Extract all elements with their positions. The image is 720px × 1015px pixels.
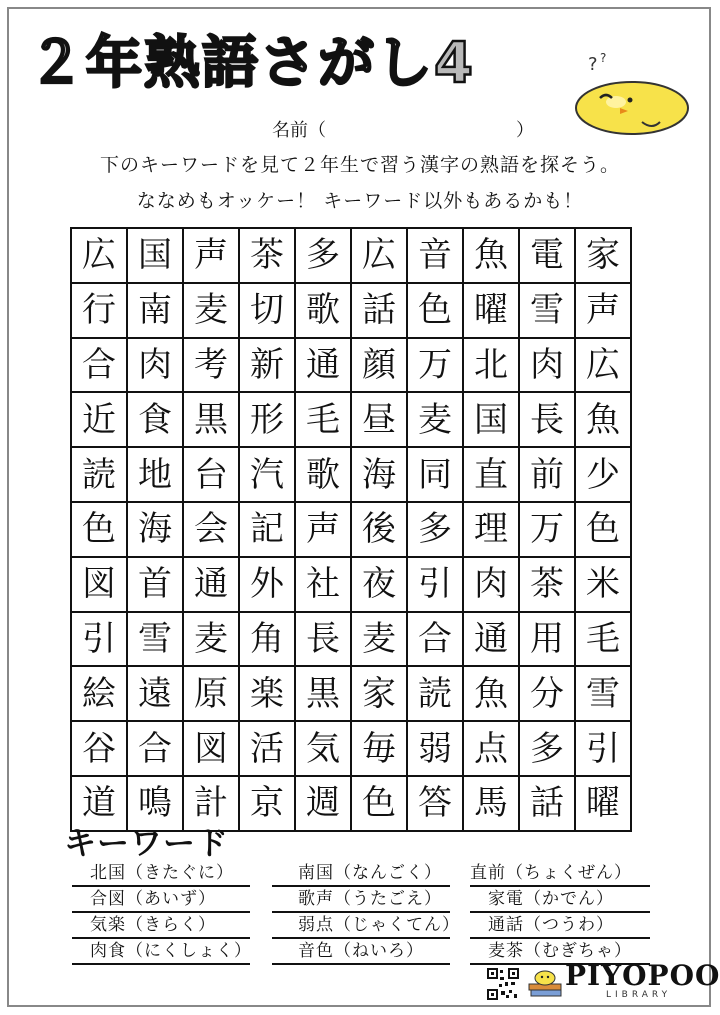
qr-code-icon: [487, 968, 519, 1000]
grid-cell[interactable]: 食: [127, 392, 183, 447]
grid-cell[interactable]: 広: [575, 338, 631, 393]
keyword-item: 歌声（うたごえ）: [298, 889, 442, 909]
books-logo-icon: [527, 964, 563, 998]
grid-cell[interactable]: 弱: [407, 721, 463, 776]
grid-cell[interactable]: 遠: [127, 666, 183, 721]
grid-cell[interactable]: 夜: [351, 557, 407, 612]
grid-cell[interactable]: 気: [295, 721, 351, 776]
grid-cell[interactable]: 少: [575, 447, 631, 502]
grid-cell[interactable]: 用: [519, 612, 575, 667]
keyword-underline: [272, 937, 450, 939]
grid-cell[interactable]: 長: [295, 612, 351, 667]
grid-cell[interactable]: 読: [407, 666, 463, 721]
grid-cell[interactable]: 家: [575, 228, 631, 283]
grid-cell[interactable]: 万: [519, 502, 575, 557]
grid-cell[interactable]: 活: [239, 721, 295, 776]
grid-cell[interactable]: 会: [183, 502, 239, 557]
keyword-item: 通話（つうわ）: [488, 915, 614, 935]
grid-row: [71, 612, 631, 667]
grid-cell[interactable]: 計: [183, 776, 239, 831]
grid-cell[interactable]: 魚: [463, 666, 519, 721]
grid-cell[interactable]: 黒: [183, 392, 239, 447]
grid-cell[interactable]: 絵: [71, 666, 127, 721]
grid-cell[interactable]: 道: [71, 776, 127, 831]
grid-cell[interactable]: 声: [183, 228, 239, 283]
grid-cell[interactable]: 北: [463, 338, 519, 393]
grid-cell[interactable]: 合: [71, 338, 127, 393]
grid-cell[interactable]: 国: [463, 392, 519, 447]
grid-cell[interactable]: 合: [127, 721, 183, 776]
grid-cell[interactable]: 京: [239, 776, 295, 831]
grid-cell[interactable]: 広: [351, 228, 407, 283]
grid-cell[interactable]: 毛: [295, 392, 351, 447]
keyword-item: 肉食（にくしょく）: [90, 941, 252, 961]
name-field[interactable]: [272, 116, 534, 142]
grid-cell[interactable]: 国: [127, 228, 183, 283]
grid-cell[interactable]: 声: [295, 502, 351, 557]
grid-cell[interactable]: 魚: [575, 392, 631, 447]
grid-cell[interactable]: 多: [407, 502, 463, 557]
mascot-chick-icon: [560, 48, 700, 138]
grid-cell[interactable]: 麦: [351, 612, 407, 667]
keyword-item: 直前（ちょくぜん）: [470, 863, 632, 883]
grid-cell[interactable]: 色: [71, 502, 127, 557]
instruction-line-2: ななめもオッケー！ キーワード以外もあるかも！: [136, 190, 584, 212]
grid-cell[interactable]: 肉: [127, 338, 183, 393]
grid-cell[interactable]: 楽: [239, 666, 295, 721]
name-label: 名前（: [272, 120, 326, 141]
grid-cell[interactable]: 広: [71, 228, 127, 283]
grid-cell[interactable]: 電: [519, 228, 575, 283]
brand-logo: PIYOPOO: [565, 959, 720, 992]
grid-cell[interactable]: 話: [351, 283, 407, 338]
grid-cell[interactable]: 通: [295, 338, 351, 393]
svg-text:?: ?: [600, 51, 607, 65]
grid-cell[interactable]: 週: [295, 776, 351, 831]
keyword-underline: [470, 937, 650, 939]
grid-cell[interactable]: 引: [407, 557, 463, 612]
grid-cell[interactable]: 茶: [519, 557, 575, 612]
grid-cell[interactable]: 後: [351, 502, 407, 557]
grid-cell[interactable]: 通: [183, 557, 239, 612]
grid-cell[interactable]: 雪: [575, 666, 631, 721]
keyword-underline: [470, 885, 650, 887]
grid-cell[interactable]: 読: [71, 447, 127, 502]
keyword-item: 北国（きたぐに）: [90, 863, 234, 883]
grid-cell[interactable]: 雪: [127, 612, 183, 667]
grid-cell[interactable]: 原: [183, 666, 239, 721]
grid-cell[interactable]: 合: [407, 612, 463, 667]
grid-cell[interactable]: 角: [239, 612, 295, 667]
grid-cell[interactable]: 図: [183, 721, 239, 776]
grid-row: [71, 338, 631, 393]
keyword-item: 音色（ねいろ）: [298, 941, 424, 961]
grid-row: [71, 283, 631, 338]
grid-row: [71, 392, 631, 447]
keyword-item: 合図（あいず）: [90, 889, 216, 909]
grid-cell[interactable]: 汽: [239, 447, 295, 502]
grid-cell[interactable]: 昼: [351, 392, 407, 447]
grid-cell[interactable]: 肉: [519, 338, 575, 393]
keyword-underline: [470, 911, 650, 913]
grid-cell[interactable]: 海: [127, 502, 183, 557]
grid-cell[interactable]: 台: [183, 447, 239, 502]
grid-row: [71, 447, 631, 502]
grid-cell[interactable]: 前: [519, 447, 575, 502]
keyword-underline: [272, 963, 450, 965]
grid-cell[interactable]: 曜: [463, 283, 519, 338]
svg-text:?: ?: [588, 54, 598, 75]
name-close: ）: [516, 120, 534, 141]
instruction-line-1: 下のキーワードを見て２年生で習う漢字の熟語を探そう。: [99, 154, 620, 176]
grid-cell[interactable]: 肉: [463, 557, 519, 612]
keyword-item: 弱点（じゃくてん）: [298, 915, 460, 935]
grid-cell[interactable]: 鳴: [127, 776, 183, 831]
keyword-item: 南国（なんごく）: [298, 863, 442, 883]
grid-cell[interactable]: 分: [519, 666, 575, 721]
keyword-underline: [72, 885, 250, 887]
brand-sub: LIBRARY: [606, 990, 672, 1000]
grid-cell[interactable]: 図: [71, 557, 127, 612]
grid-cell[interactable]: 毎: [351, 721, 407, 776]
grid-cell[interactable]: 理: [463, 502, 519, 557]
grid-cell[interactable]: 新: [239, 338, 295, 393]
grid-row: [71, 721, 631, 776]
grid-cell[interactable]: 行: [71, 283, 127, 338]
grid-cell[interactable]: 形: [239, 392, 295, 447]
grid-cell[interactable]: 地: [127, 447, 183, 502]
keyword-underline: [72, 911, 250, 913]
grid-row: [71, 557, 631, 612]
grid-cell[interactable]: 雪: [519, 283, 575, 338]
grid-cell[interactable]: 色: [407, 283, 463, 338]
grid-cell[interactable]: 外: [239, 557, 295, 612]
grid-cell[interactable]: 記: [239, 502, 295, 557]
grid-cell[interactable]: 麦: [183, 283, 239, 338]
grid-cell[interactable]: 麦: [183, 612, 239, 667]
grid-cell[interactable]: 万: [407, 338, 463, 393]
grid-cell[interactable]: 多: [295, 228, 351, 283]
grid-cell[interactable]: 引: [71, 612, 127, 667]
grid-cell[interactable]: 海: [351, 447, 407, 502]
grid-cell[interactable]: 答: [407, 776, 463, 831]
keyword-underline: [272, 885, 450, 887]
grid-cell[interactable]: 馬: [463, 776, 519, 831]
keyword-item: 麦茶（むぎちゃ）: [488, 941, 632, 961]
keyword-item: 家電（かでん）: [488, 889, 614, 909]
grid-cell[interactable]: 茶: [239, 228, 295, 283]
grid-cell[interactable]: 多: [519, 721, 575, 776]
grid-cell[interactable]: 谷: [71, 721, 127, 776]
grid-cell[interactable]: 同: [407, 447, 463, 502]
keyword-underline: [72, 937, 250, 939]
grid-cell[interactable]: 南: [127, 283, 183, 338]
grid-cell[interactable]: 毛: [575, 612, 631, 667]
grid-cell[interactable]: 米: [575, 557, 631, 612]
grid-cell[interactable]: 魚: [463, 228, 519, 283]
grid-cell[interactable]: 曜: [575, 776, 631, 831]
grid-cell[interactable]: 歌: [295, 447, 351, 502]
grid-row: [71, 228, 631, 283]
grid-cell[interactable]: 麦: [407, 392, 463, 447]
grid-cell[interactable]: 顔: [351, 338, 407, 393]
grid-cell[interactable]: 首: [127, 557, 183, 612]
grid-row: [71, 502, 631, 557]
grid-cell[interactable]: 直: [463, 447, 519, 502]
keyword-item: 気楽（きらく）: [90, 915, 216, 935]
grid-cell[interactable]: 黒: [295, 666, 351, 721]
grid-cell[interactable]: 点: [463, 721, 519, 776]
worksheet-title: ２年熟語さがし4: [28, 31, 475, 96]
grid-cell[interactable]: 切: [239, 283, 295, 338]
grid-cell[interactable]: 長: [519, 392, 575, 447]
grid-cell[interactable]: 家: [351, 666, 407, 721]
grid-cell[interactable]: 歌: [295, 283, 351, 338]
grid-cell[interactable]: 引: [575, 721, 631, 776]
grid-cell[interactable]: 近: [71, 392, 127, 447]
grid-row: [71, 666, 631, 721]
grid-cell[interactable]: 話: [519, 776, 575, 831]
grid-cell[interactable]: 音: [407, 228, 463, 283]
grid-cell[interactable]: 通: [463, 612, 519, 667]
keyword-heading: キーワード: [64, 824, 230, 862]
grid-cell[interactable]: 色: [351, 776, 407, 831]
keyword-underline: [272, 911, 450, 913]
grid-cell[interactable]: 声: [575, 283, 631, 338]
word-search-grid: [70, 227, 632, 832]
grid-cell[interactable]: 考: [183, 338, 239, 393]
grid-cell[interactable]: 社: [295, 557, 351, 612]
keyword-underline: [72, 963, 250, 965]
grid-cell[interactable]: 色: [575, 502, 631, 557]
